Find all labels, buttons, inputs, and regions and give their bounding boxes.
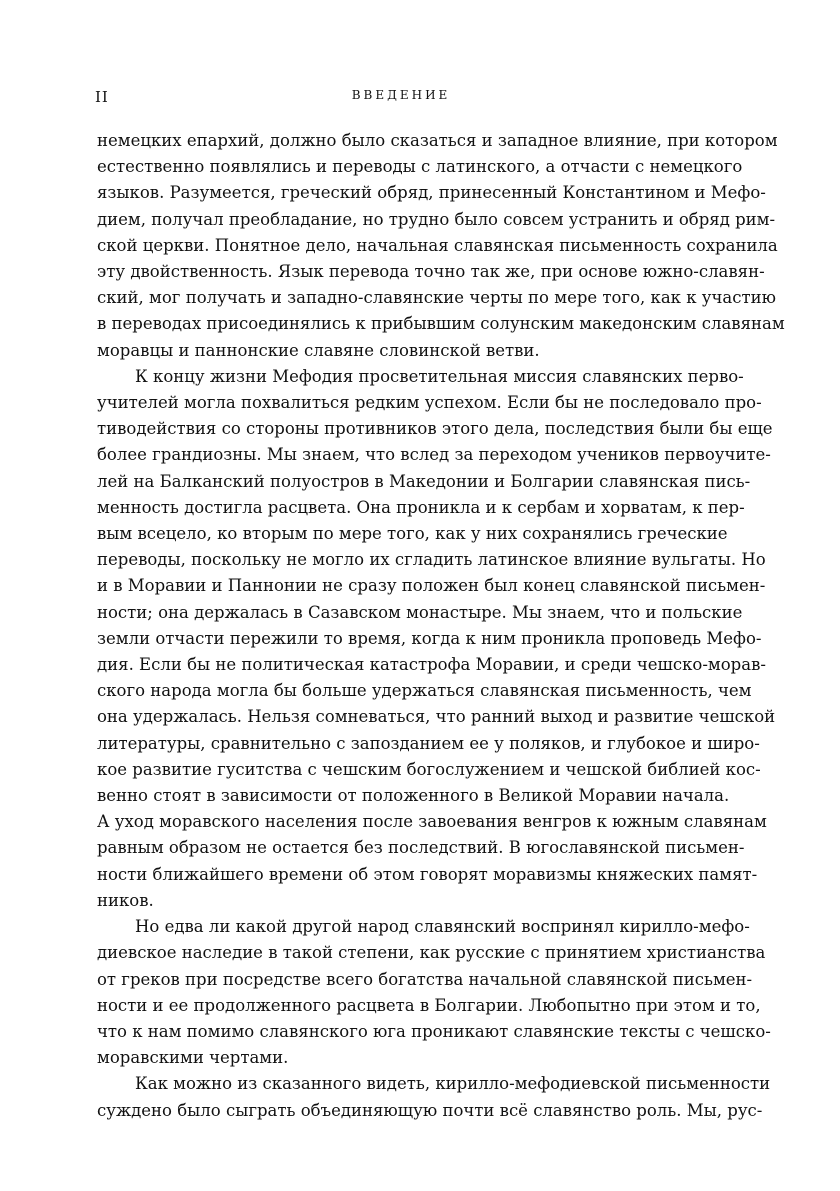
text-line: ской церкви. Понятное дело, начальная славянская письменность сохранила — [97, 235, 778, 255]
text-line: менность достигла расцвета. Она проникла и к сербам и хорватам, к пер- — [97, 497, 745, 517]
text-line: ский, мог получать и западно-славянские черты по мере того, как к участию — [97, 288, 776, 308]
text-line: дием, получал преобладание, но трудно было совсем устранить и обряд рим- — [97, 209, 776, 229]
text-line: лей на Балканский полуостров в Македонии и Болгарии славянская пись- — [97, 471, 751, 491]
text-line: ников. — [97, 890, 154, 910]
text-line: переводы, поскольку не могло их сгладить латинское влияние вульгаты. Но — [97, 550, 766, 570]
text-line: моравцы и паннонские славяне словинской ветви. — [97, 340, 540, 360]
text-line: более грандиозны. Мы знаем, что вслед за переходом учеников первоучите- — [97, 445, 771, 465]
text-line: тиводействия со стороны противников этого дела, последствия были бы еще — [97, 419, 773, 439]
text-line: в переводах присоединялись к прибывшим солунским македонским славянам — [97, 314, 785, 334]
text-line: и в Моравии и Паннонии не сразу положен был конец славянской письмен- — [97, 576, 766, 596]
text-line: земли отчасти пережили то время, когда к ним проникла проповедь Мефо- — [97, 628, 762, 648]
text-line: А уход моравского населения после завоевания венгров к южным славянам — [97, 812, 767, 832]
text-line: ности; она держалась в Сазавском монастыре. Мы знаем, что и польские — [97, 602, 743, 622]
text-line: ности и ее продолженного расцвета в Болгарии. Любопытно при этом и то, — [97, 995, 761, 1015]
text-line: ского народа могла бы больше удержаться славянская письменность, чем — [97, 681, 752, 701]
page-header — [95, 88, 707, 112]
text-line: кое развитие гуситства с чешским богослужением и чешской библией кос- — [97, 759, 761, 779]
text-line: она удержалась. Нельзя сомневаться, что ранний выход и развитие чешской — [97, 707, 776, 727]
page-number: II — [95, 88, 109, 106]
text-line: эту двойственность. Язык перевода точно так же, при основе южно-славян- — [97, 262, 765, 282]
text-line: немецких епархий, должно было сказаться и западное влияние, при котором — [97, 131, 778, 150]
running-head: ВВЕДЕНИЕ — [351, 88, 451, 102]
text-line: учителей могла похвалиться редким успехом. Если бы не последовало про- — [97, 393, 762, 413]
text-line: моравскими чертами. — [97, 1048, 289, 1068]
paragraph — [97, 128, 785, 364]
text-line: диевское наследие в такой степени, как русские с принятием христианства — [97, 943, 766, 963]
text-line: дия. Если бы не политическая катастрофа Моравии, и среди чешско-морав- — [97, 655, 766, 675]
text-line: венно стоят в зависимости от положенного в Великой Моравии начала. — [97, 786, 730, 806]
paragraph — [97, 1071, 771, 1123]
text-line: естественно появлялись и переводы с латинского, а отчасти с немецкого — [97, 157, 743, 177]
text-line: ности ближайшего времени об этом говорят моравизмы княжеских памят- — [97, 864, 758, 884]
text-line: К концу жизни Мефодия просветительная миссия славянских перво- — [135, 366, 744, 386]
text-line: языков. Разумеется, греческий обряд, принесенный Константином и Мефо- — [97, 183, 766, 203]
paragraph — [97, 364, 776, 914]
text-line: вым всецело, ко вторым по мере того, как у них сохранялись греческие — [97, 524, 728, 544]
text-line: литературы, сравнительно с запозданием ее у поляков, и глубокое и широ- — [97, 733, 760, 753]
text-line: суждено было сыграть объединяющую почти всё славянство роль. Мы, рус- — [97, 1100, 763, 1120]
text-line: Но едва ли какой другой народ славянский воспринял кирилло-мефо- — [135, 917, 750, 937]
text-line: что к нам помимо славянского юга проникают славянские тексты с чешско- — [97, 1021, 771, 1041]
paragraph — [97, 914, 771, 1071]
text-line: от греков при посредстве всего богатства начальной славянской письмен- — [97, 969, 753, 989]
text-line: равным образом не остается без последствий. В югославянской письмен- — [97, 838, 745, 858]
text-line: Как можно из сказанного видеть, кирилло-мефодиевской письменности — [135, 1074, 771, 1094]
body-text — [97, 128, 785, 1124]
